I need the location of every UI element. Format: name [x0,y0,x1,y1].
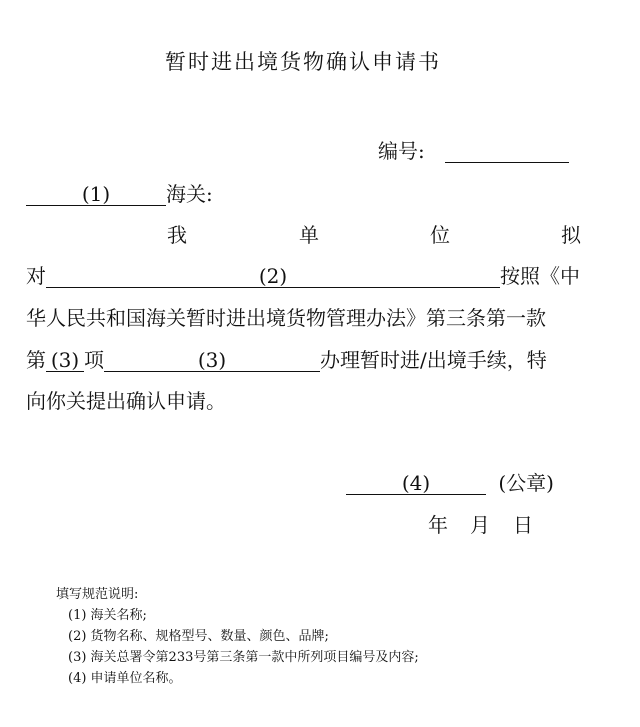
number-row [378,135,569,164]
line4 [26,344,547,373]
blank-3a[interactable] [46,350,84,372]
line1-char-3: 位 [430,223,450,247]
line3: 华人民共和国海关暂时进出境货物管理办法》第三条第一款 [26,306,546,330]
date-day: 日 [513,513,533,537]
number-label: 编号: [378,139,425,163]
notes-heading: 填写规范说明: [56,587,139,602]
line1-char-2: 单 [299,223,319,247]
blank-1[interactable] [26,184,166,206]
blank-3b-label: (3) [197,348,227,372]
number-field[interactable] [445,141,569,163]
blank-2[interactable] [46,266,500,288]
blank-3a-label: (3) [50,348,80,372]
signature-row [346,467,554,496]
customs-row [26,178,213,207]
customs-suffix: 海关: [166,182,213,206]
seal-label: (公章) [498,471,554,495]
blank-4-label: (4) [401,471,431,495]
notes-item-3: (3) 海关总署令第233号第三条第一款中所列项目编号及内容; [68,650,419,665]
notes-item-2: (2) 货物名称、规格型号、数量、颜色、品牌; [68,629,329,644]
date-month: 月 [470,513,490,537]
date-year: 年 [428,513,448,537]
line2-prefix: 对 [26,264,46,288]
line4-prefix: 第 [26,348,46,372]
line2 [26,260,580,289]
blank-4[interactable] [346,473,486,495]
document-title: 暂时进出境货物确认申请书 [165,50,441,74]
blank-1-label: (1) [81,182,111,206]
line1-char-1: 我 [167,223,187,247]
line2-suffix: 按照《中 [500,264,580,288]
notes-item-4: (4) 申请单位名称。 [68,671,182,686]
blank-2-label: (2) [258,264,288,288]
line4-suffix: 办理暂时进/出境手续，特 [320,348,547,372]
line5: 向你关提出确认申请。 [26,389,226,413]
line4-mid: 项 [84,348,104,372]
blank-3b[interactable] [104,350,320,372]
line1-char-4: 拟 [561,223,581,247]
notes-item-1: (1) 海关名称; [68,608,147,623]
